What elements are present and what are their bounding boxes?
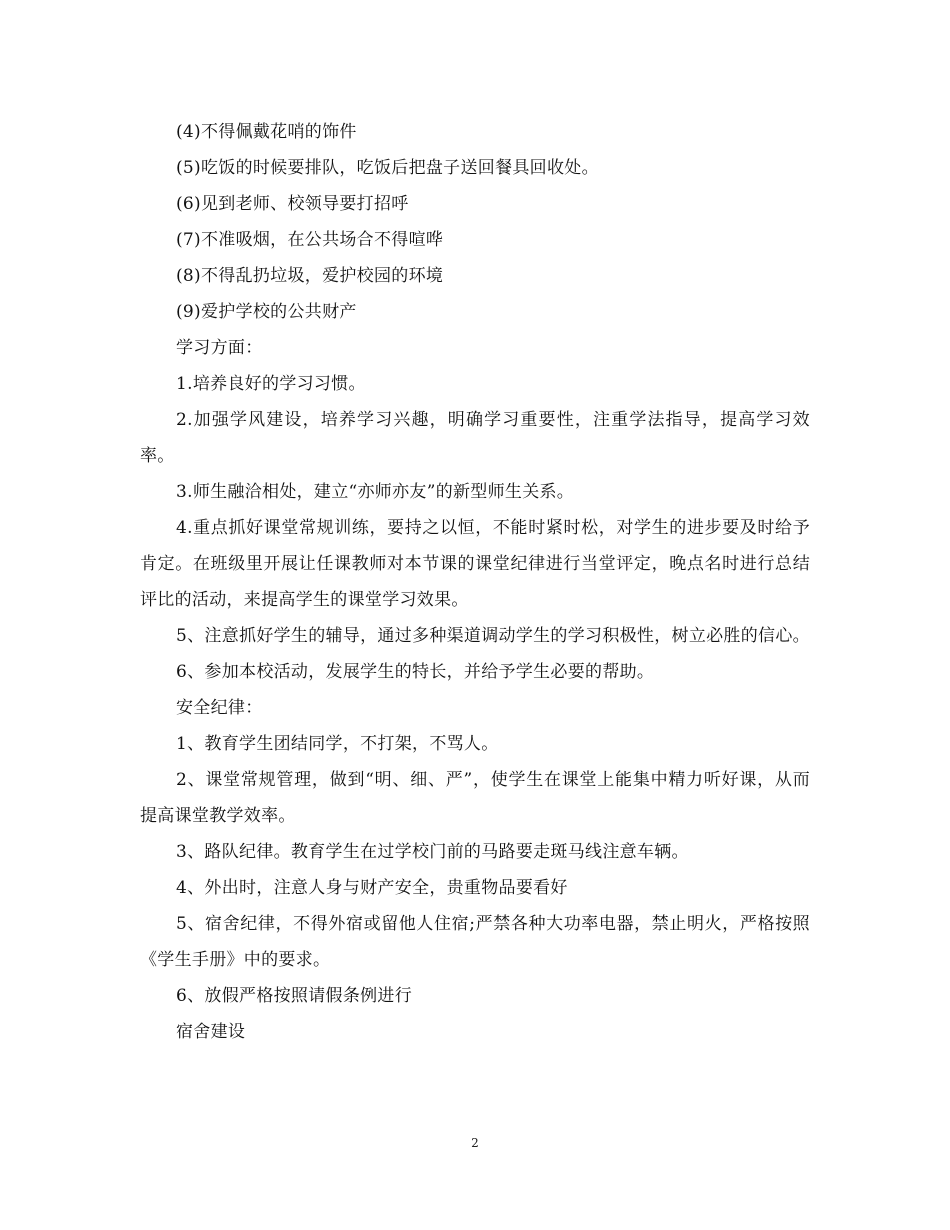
paragraph: 5、宿舍纪律，不得外宿或留他人住宿;严禁各种大功率电器，禁止明火，严格按照《学生手册》中的要求。 bbox=[140, 914, 810, 970]
paragraph: 1.培养良好的学习习惯。 bbox=[176, 374, 366, 394]
paragraph: (4)不得佩戴花哨的饰件 bbox=[176, 122, 357, 142]
paragraph: (9)爱护学校的公共财产 bbox=[176, 302, 357, 322]
document-body bbox=[140, 114, 810, 1050]
paragraph: 1、教育学生团结同学，不打架，不骂人。 bbox=[176, 734, 499, 754]
paragraph: 3.师生融洽相处，建立“亦师亦友”的新型师生关系。 bbox=[176, 482, 575, 502]
section-heading: 学习方面： bbox=[176, 338, 263, 358]
paragraph: 4.重点抓好课堂常规训练，要持之以恒，不能时紧时松，对学生的进步要及时给予肯定。在班级里开展让任课教师对本节课的课堂纪律进行当堂评定，晚点名时进行总结评比的活动，来提高学生的课堂学习效果。 bbox=[140, 518, 810, 610]
paragraph: 2、课堂常规管理，做到“明、细、严”，使学生在课堂上能集中精力听好课，从而提高课堂教学效率。 bbox=[140, 770, 810, 826]
paragraph: (7)不准吸烟，在公共场合不得喧哗 bbox=[176, 230, 444, 250]
page-number: 2 bbox=[471, 1136, 479, 1150]
paragraph: 3、路队纪律。教育学生在过学校门前的马路要走斑马线注意车辆。 bbox=[176, 842, 689, 862]
paragraph: 2.加强学风建设，培养学习兴趣，明确学习重要性，注重学法指导，提高学习效率。 bbox=[140, 410, 810, 466]
paragraph: 5、注意抓好学生的辅导，通过多种渠道调动学生的学习积极性，树立必胜的信心。 bbox=[176, 626, 810, 646]
paragraph: 4、外出时，注意人身与财产安全，贵重物品要看好 bbox=[176, 878, 568, 898]
paragraph: (8)不得乱扔垃圾，爱护校园的环境 bbox=[176, 266, 444, 286]
section-heading: 宿舍建设 bbox=[176, 1022, 246, 1042]
section-heading: 安全纪律： bbox=[176, 698, 263, 718]
paragraph: 6、放假严格按照请假条例进行 bbox=[176, 986, 413, 1006]
paragraph: (6)见到老师、校领导要打招呼 bbox=[176, 194, 409, 214]
paragraph: (5)吃饭的时候要排队，吃饭后把盘子送回餐具回收处。 bbox=[176, 158, 599, 178]
paragraph: 6、参加本校活动，发展学生的特长，并给予学生必要的帮助。 bbox=[176, 662, 655, 682]
